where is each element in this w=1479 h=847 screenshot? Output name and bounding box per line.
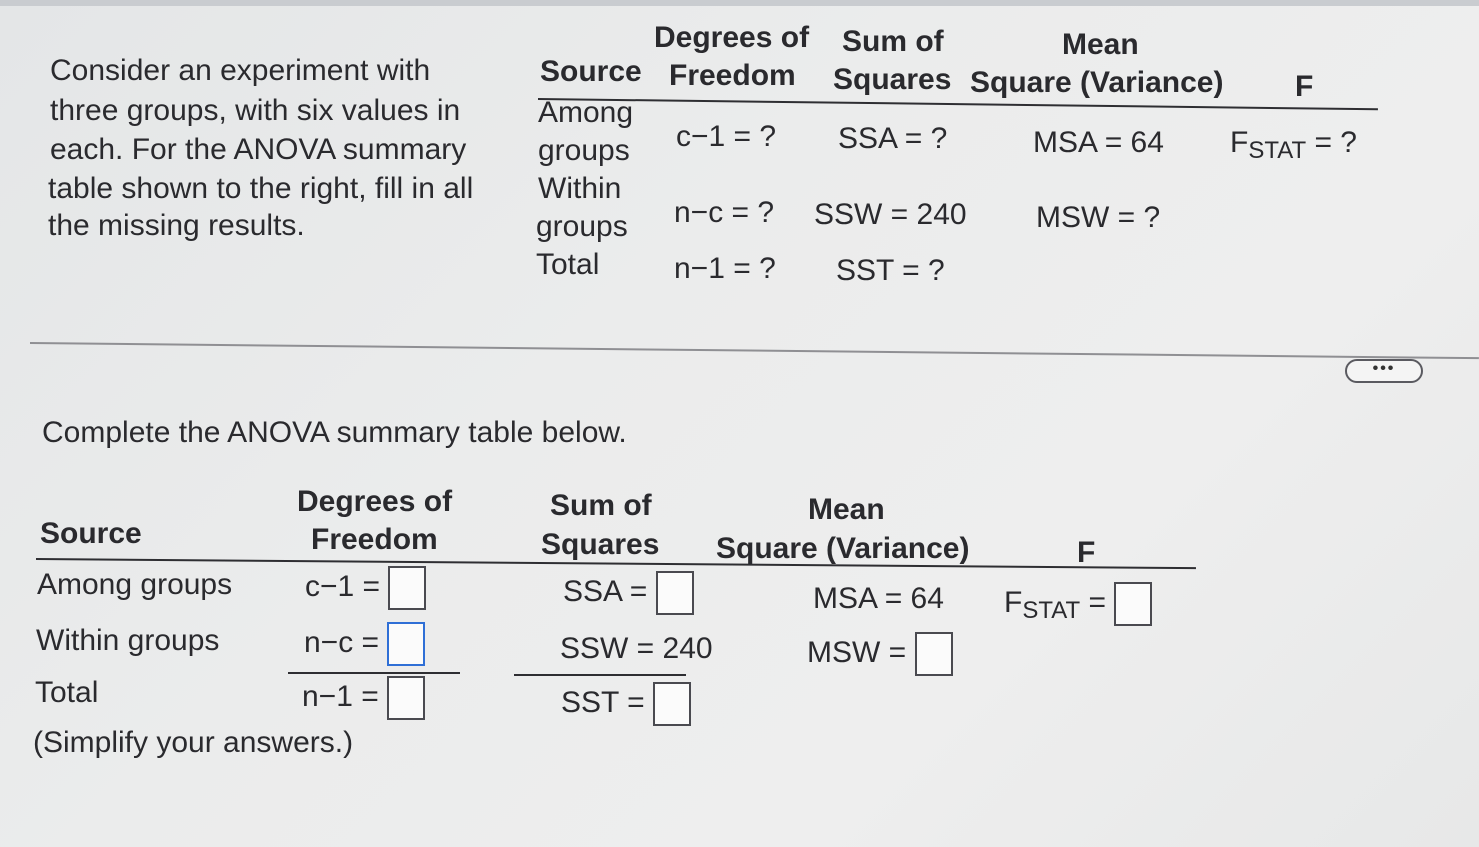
answer-header-df-line2: Freedom	[311, 523, 438, 556]
top-strip	[0, 0, 1479, 6]
df-formula: c−1 =	[305, 569, 381, 603]
given-row-among-source-1: Among	[538, 96, 634, 129]
msw-input[interactable]	[915, 632, 953, 676]
given-header-ss-line2: Squares	[833, 63, 952, 96]
df-total-rule	[288, 672, 460, 674]
question-line: table shown to the right, fill in all	[48, 172, 474, 205]
df-formula: n−1 =	[302, 679, 379, 713]
answer-row-among-label: Among groups	[37, 568, 233, 601]
given-row-total-source: Total	[536, 248, 600, 281]
answer-row-within-df	[304, 622, 425, 666]
ss-formula: SST =	[561, 685, 645, 719]
given-row-among-ms: MSA = 64	[1033, 126, 1164, 159]
answer-row-among-df	[305, 566, 426, 610]
given-row-within-source-2: groups	[536, 210, 628, 243]
answer-header-ss-line2: Squares	[541, 528, 660, 561]
answer-header-f: F	[1077, 536, 1096, 569]
answer-header-ss-line1: Sum of	[550, 489, 652, 522]
given-header-ms-line2: Square (Variance)	[970, 66, 1224, 99]
f-symbol: F	[1004, 585, 1023, 619]
question-line: each. For the ANOVA summary	[50, 133, 467, 166]
section-divider	[30, 342, 1479, 359]
f-symbol: F	[1230, 126, 1249, 159]
given-row-total-df: n−1 = ?	[674, 252, 776, 285]
simplify-note: (Simplify your answers.)	[33, 726, 354, 759]
answer-header-source: Source	[40, 517, 142, 550]
given-header-ms-line1: Mean	[1062, 28, 1139, 61]
given-header-rule	[538, 98, 1378, 110]
answer-row-among-ss	[563, 571, 694, 615]
given-row-among-ss: SSA = ?	[838, 122, 948, 155]
answer-row-total-ss	[561, 682, 691, 726]
given-header-ss-line1: Sum of	[842, 25, 944, 58]
answer-row-within-label: Within groups	[36, 624, 220, 657]
question-line: the missing results.	[48, 209, 305, 242]
ms-formula: MSW =	[807, 635, 907, 669]
ssa-input[interactable]	[656, 571, 694, 615]
sst-input[interactable]	[653, 682, 691, 726]
ss-formula: SSA =	[563, 574, 648, 608]
answer-row-among-ms: MSA = 64	[813, 582, 944, 615]
ss-total-rule	[514, 674, 686, 676]
answer-header-ms-line2: Square (Variance)	[716, 532, 970, 565]
answer-row-total-label: Total	[35, 676, 99, 709]
total-df-input[interactable]	[387, 676, 425, 720]
f-equals: =	[1088, 585, 1106, 619]
answer-header-df-line1: Degrees of	[297, 485, 453, 518]
answer-row-within-ss: SSW = 240	[560, 632, 713, 665]
given-header-source: Source	[540, 55, 642, 88]
given-header-f: F	[1295, 70, 1314, 103]
given-row-among-df: c−1 = ?	[676, 120, 777, 153]
given-row-among-f	[1230, 126, 1357, 164]
instruction-text: Complete the ANOVA summary table below.	[42, 416, 627, 449]
within-df-input[interactable]	[387, 622, 425, 666]
answer-row-total-df	[302, 676, 425, 720]
answer-row-within-ms	[807, 632, 953, 676]
given-row-within-source-1: Within	[538, 172, 622, 205]
answer-row-among-f	[1004, 582, 1152, 626]
question-line: Consider an experiment with	[50, 54, 431, 87]
given-row-within-ms: MSW = ?	[1036, 201, 1161, 234]
given-row-total-ss: SST = ?	[836, 254, 945, 287]
given-header-df-line1: Degrees of	[654, 21, 810, 54]
given-row-among-source-2: groups	[538, 134, 630, 167]
given-row-within-ss: SSW = 240	[814, 198, 967, 231]
f-rest: = ?	[1306, 126, 1357, 159]
given-header-df-line2: Freedom	[669, 59, 796, 92]
among-df-input[interactable]	[388, 566, 426, 610]
df-formula: n−c =	[304, 625, 380, 659]
given-row-within-df: n−c = ?	[674, 196, 775, 229]
more-options-button[interactable]: •••	[1345, 359, 1423, 383]
f-subscript: STAT	[1248, 137, 1307, 164]
question-line: three groups, with six values in	[50, 94, 461, 127]
answer-header-ms-line1: Mean	[808, 493, 885, 526]
fstat-input[interactable]	[1114, 582, 1152, 626]
f-subscript: STAT	[1022, 596, 1081, 624]
